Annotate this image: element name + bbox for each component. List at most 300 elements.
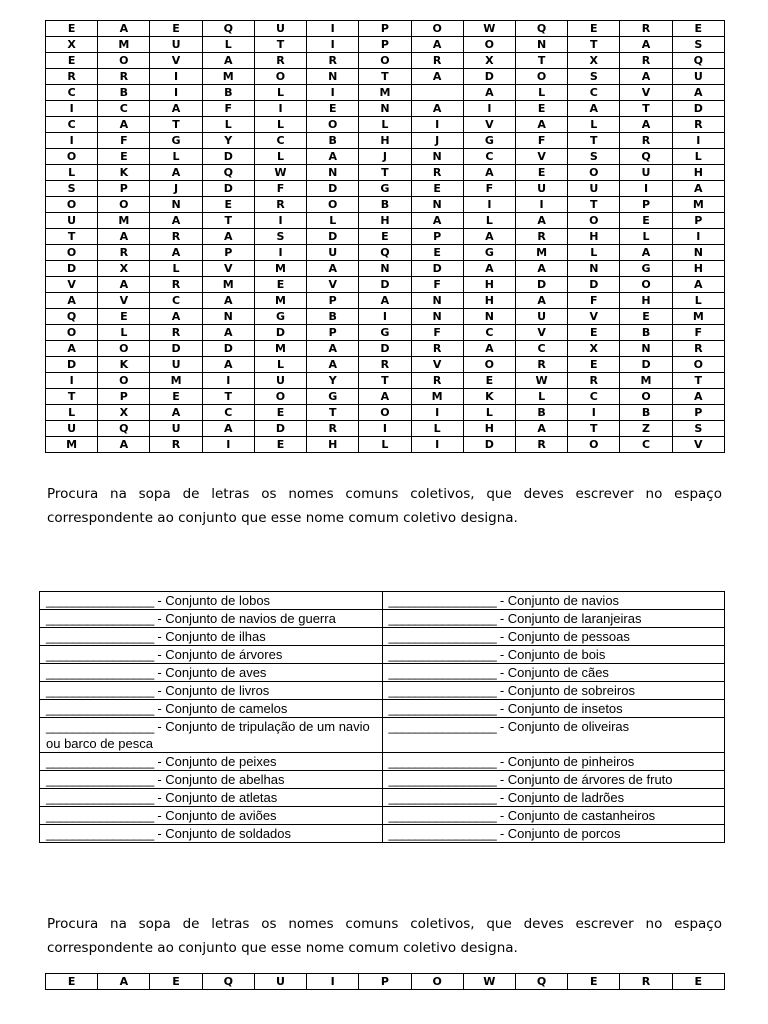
grid-cell: G bbox=[307, 389, 359, 405]
grid-cell: D bbox=[568, 277, 620, 293]
word-search-grid bbox=[45, 20, 725, 453]
grid-cell: D bbox=[463, 437, 515, 453]
grid-cell: T bbox=[359, 165, 411, 181]
answer-blank[interactable]: ________________ bbox=[46, 647, 154, 662]
grid-cell: W bbox=[254, 165, 306, 181]
answer-label: - Conjunto de ladrões bbox=[499, 790, 625, 805]
grid-cell: O bbox=[98, 373, 150, 389]
grid-cell: I bbox=[254, 101, 306, 117]
grid-cell: J bbox=[411, 133, 463, 149]
grid-cell: S bbox=[254, 229, 306, 245]
grid-cell: I bbox=[46, 101, 98, 117]
answer-label: - Conjunto de árvores bbox=[157, 647, 283, 662]
answer-label: - Conjunto de cães bbox=[499, 665, 609, 680]
grid-cell: A bbox=[463, 341, 515, 357]
grid-cell: I bbox=[150, 85, 202, 101]
grid-cell: B bbox=[359, 197, 411, 213]
answer-cell bbox=[40, 718, 383, 753]
grid-cell: P bbox=[672, 213, 724, 229]
grid-cell: X bbox=[568, 53, 620, 69]
grid-cell: C bbox=[463, 325, 515, 341]
grid-cell: E bbox=[463, 373, 515, 389]
grid-cell: C bbox=[46, 85, 98, 101]
grid-cell: K bbox=[98, 357, 150, 373]
grid-cell: E bbox=[46, 21, 98, 37]
grid-cell: P bbox=[98, 389, 150, 405]
grid-cell: V bbox=[98, 293, 150, 309]
grid-cell: Q bbox=[202, 165, 254, 181]
grid-cell: P bbox=[620, 197, 672, 213]
grid-cell: Q bbox=[359, 245, 411, 261]
grid-cell: S bbox=[568, 149, 620, 165]
answer-blank[interactable]: ________________ bbox=[46, 701, 154, 716]
grid-cell: A bbox=[672, 85, 724, 101]
answer-blank[interactable]: ________________ bbox=[388, 701, 497, 716]
answer-blank[interactable]: ________________ bbox=[46, 629, 154, 644]
grid-cell: C bbox=[150, 293, 202, 309]
grid-row bbox=[46, 405, 725, 421]
grid-cell: T bbox=[359, 373, 411, 389]
grid-cell: O bbox=[411, 974, 463, 990]
answer-cell bbox=[382, 825, 725, 843]
grid-cell: I bbox=[202, 373, 254, 389]
grid-cell: E bbox=[150, 21, 202, 37]
grid-cell: M bbox=[202, 69, 254, 85]
grid-cell: L bbox=[202, 117, 254, 133]
grid-cell: A bbox=[411, 37, 463, 53]
grid-cell: V bbox=[307, 277, 359, 293]
answer-label: - Conjunto de castanheiros bbox=[499, 808, 656, 823]
grid-cell: O bbox=[620, 389, 672, 405]
answer-label: - Conjunto de insetos bbox=[499, 701, 623, 716]
grid-cell: E bbox=[515, 165, 567, 181]
grid-cell: O bbox=[46, 245, 98, 261]
grid-cell: S bbox=[672, 421, 724, 437]
answer-blank[interactable]: ________________ bbox=[388, 826, 497, 841]
grid-cell: F bbox=[254, 181, 306, 197]
grid-cell: U bbox=[46, 213, 98, 229]
grid-cell: A bbox=[307, 357, 359, 373]
grid-cell: F bbox=[98, 133, 150, 149]
grid-cell: I bbox=[307, 974, 359, 990]
grid-cell: L bbox=[672, 149, 724, 165]
grid-cell: O bbox=[359, 405, 411, 421]
grid-cell: I bbox=[254, 213, 306, 229]
answer-row bbox=[40, 610, 725, 628]
grid-row bbox=[46, 389, 725, 405]
grid-cell: D bbox=[202, 181, 254, 197]
grid-cell: X bbox=[98, 261, 150, 277]
answer-blank[interactable]: ________________ bbox=[46, 826, 154, 841]
grid-cell: I bbox=[307, 21, 359, 37]
grid-cell: B bbox=[98, 85, 150, 101]
grid-cell: L bbox=[568, 245, 620, 261]
grid-cell: E bbox=[254, 437, 306, 453]
grid-cell: N bbox=[463, 309, 515, 325]
grid-cell: I bbox=[150, 69, 202, 85]
grid-cell: M bbox=[515, 245, 567, 261]
grid-cell: I bbox=[411, 117, 463, 133]
grid-cell: Q bbox=[98, 421, 150, 437]
grid-cell: T bbox=[307, 405, 359, 421]
answer-cell bbox=[40, 753, 383, 771]
grid-cell: E bbox=[254, 405, 306, 421]
grid-cell: C bbox=[515, 341, 567, 357]
grid-cell: D bbox=[672, 101, 724, 117]
answer-blank[interactable]: ________________ bbox=[388, 808, 497, 823]
grid-cell: H bbox=[672, 261, 724, 277]
grid-cell: X bbox=[46, 37, 98, 53]
grid-cell: N bbox=[411, 149, 463, 165]
grid-cell: R bbox=[515, 229, 567, 245]
grid-cell: N bbox=[359, 101, 411, 117]
grid-cell: R bbox=[620, 974, 672, 990]
grid-row bbox=[46, 293, 725, 309]
grid-cell: O bbox=[568, 437, 620, 453]
answer-blank[interactable]: ________________ bbox=[46, 808, 154, 823]
grid-cell: B bbox=[202, 85, 254, 101]
grid-cell: O bbox=[672, 357, 724, 373]
grid-cell: L bbox=[150, 261, 202, 277]
grid-cell: A bbox=[98, 437, 150, 453]
answer-blank[interactable]: ________________ bbox=[46, 719, 154, 734]
grid-cell: U bbox=[254, 21, 306, 37]
grid-cell: E bbox=[254, 277, 306, 293]
grid-cell: M bbox=[150, 373, 202, 389]
grid-cell: O bbox=[46, 325, 98, 341]
grid-cell: D bbox=[307, 181, 359, 197]
grid-row bbox=[46, 373, 725, 389]
grid-cell: C bbox=[463, 149, 515, 165]
grid-cell: E bbox=[568, 21, 620, 37]
grid-cell: A bbox=[463, 165, 515, 181]
grid-cell: A bbox=[359, 293, 411, 309]
grid-cell: A bbox=[150, 165, 202, 181]
grid-cell: N bbox=[411, 293, 463, 309]
grid-cell: F bbox=[411, 277, 463, 293]
grid-row bbox=[46, 245, 725, 261]
grid-cell: L bbox=[463, 213, 515, 229]
grid-cell: P bbox=[672, 405, 724, 421]
grid-cell: E bbox=[411, 245, 463, 261]
grid-cell: C bbox=[46, 117, 98, 133]
grid-cell: L bbox=[463, 405, 515, 421]
answer-row bbox=[40, 825, 725, 843]
grid-cell: D bbox=[359, 277, 411, 293]
grid-cell: I bbox=[672, 133, 724, 149]
grid-cell: A bbox=[620, 37, 672, 53]
grid-cell: A bbox=[672, 389, 724, 405]
grid-row bbox=[46, 101, 725, 117]
answer-blank[interactable]: ________________ bbox=[46, 772, 154, 787]
grid-cell: M bbox=[98, 213, 150, 229]
grid-cell: L bbox=[359, 117, 411, 133]
grid-cell: A bbox=[150, 213, 202, 229]
answer-cell bbox=[40, 771, 383, 789]
grid-cell: E bbox=[98, 309, 150, 325]
grid-cell: M bbox=[359, 85, 411, 101]
grid-cell: A bbox=[202, 293, 254, 309]
grid-cell: G bbox=[359, 181, 411, 197]
grid-cell: I bbox=[463, 197, 515, 213]
grid-cell: O bbox=[46, 197, 98, 213]
grid-cell: R bbox=[568, 373, 620, 389]
answer-blank[interactable]: ________________ bbox=[388, 593, 497, 608]
grid-cell: A bbox=[98, 229, 150, 245]
answer-cell bbox=[382, 700, 725, 718]
answer-blank[interactable]: ________________ bbox=[46, 683, 154, 698]
grid-cell: R bbox=[411, 53, 463, 69]
grid-row bbox=[46, 149, 725, 165]
grid-cell: A bbox=[411, 213, 463, 229]
grid-cell: T bbox=[568, 37, 620, 53]
grid-cell: L bbox=[46, 165, 98, 181]
grid-cell: P bbox=[307, 325, 359, 341]
answer-label: - Conjunto de laranjeiras bbox=[499, 611, 642, 626]
grid-cell: A bbox=[620, 117, 672, 133]
grid-cell: V bbox=[411, 357, 463, 373]
grid-row bbox=[46, 421, 725, 437]
grid-cell: I bbox=[463, 101, 515, 117]
grid-cell: X bbox=[568, 341, 620, 357]
answer-blank[interactable]: ________________ bbox=[388, 790, 497, 805]
grid-cell: D bbox=[411, 261, 463, 277]
grid-cell: M bbox=[411, 389, 463, 405]
grid-cell: A bbox=[620, 69, 672, 85]
grid-cell: R bbox=[307, 421, 359, 437]
grid-row bbox=[46, 213, 725, 229]
grid-cell: R bbox=[672, 117, 724, 133]
grid-cell: N bbox=[411, 309, 463, 325]
grid-cell: Q bbox=[515, 21, 567, 37]
grid-cell: T bbox=[150, 117, 202, 133]
grid-cell: T bbox=[568, 197, 620, 213]
grid-cell: R bbox=[307, 53, 359, 69]
grid-cell: H bbox=[463, 277, 515, 293]
answer-label: - Conjunto de oliveiras bbox=[499, 719, 630, 734]
grid-cell: R bbox=[672, 341, 724, 357]
answer-label: - Conjunto de aves bbox=[157, 665, 267, 680]
answer-blank[interactable]: ________________ bbox=[388, 611, 497, 626]
answer-row bbox=[40, 771, 725, 789]
grid-cell: A bbox=[98, 21, 150, 37]
grid-cell: A bbox=[359, 389, 411, 405]
answer-label: - Conjunto de porcos bbox=[499, 826, 621, 841]
grid-cell: L bbox=[307, 213, 359, 229]
grid-row bbox=[46, 117, 725, 133]
grid-cell: B bbox=[307, 133, 359, 149]
answer-blank[interactable]: ________________ bbox=[46, 611, 154, 626]
grid-cell: G bbox=[463, 133, 515, 149]
grid-cell: H bbox=[568, 229, 620, 245]
grid-cell: O bbox=[359, 53, 411, 69]
grid-cell: N bbox=[202, 309, 254, 325]
grid-cell: T bbox=[202, 213, 254, 229]
grid-row bbox=[46, 165, 725, 181]
answer-blank[interactable]: ________________ bbox=[388, 647, 497, 662]
grid-cell: E bbox=[411, 181, 463, 197]
grid-cell: F bbox=[411, 325, 463, 341]
grid-cell: A bbox=[307, 149, 359, 165]
grid-cell: B bbox=[620, 325, 672, 341]
grid-cell: T bbox=[620, 101, 672, 117]
answer-row bbox=[40, 718, 725, 753]
grid-cell: L bbox=[568, 117, 620, 133]
answer-blank[interactable]: ________________ bbox=[46, 790, 154, 805]
answer-label: - Conjunto de aviões bbox=[157, 808, 277, 823]
grid-cell: A bbox=[411, 69, 463, 85]
grid-cell: R bbox=[620, 53, 672, 69]
grid-cell: T bbox=[359, 69, 411, 85]
answer-cell bbox=[382, 807, 725, 825]
grid-cell: U bbox=[254, 974, 306, 990]
grid-cell: A bbox=[515, 421, 567, 437]
answer-cell bbox=[40, 682, 383, 700]
answer-blank[interactable]: ________________ bbox=[388, 772, 497, 787]
grid-cell: H bbox=[359, 213, 411, 229]
answer-blank[interactable]: ________________ bbox=[388, 629, 497, 644]
grid-cell: C bbox=[98, 101, 150, 117]
grid-cell: T bbox=[672, 373, 724, 389]
grid-cell: A bbox=[620, 245, 672, 261]
grid-cell: L bbox=[515, 389, 567, 405]
answer-label: - Conjunto de soldados bbox=[157, 826, 292, 841]
answer-cell bbox=[382, 771, 725, 789]
answer-cell bbox=[382, 646, 725, 664]
grid-cell: E bbox=[568, 357, 620, 373]
grid-cell: Q bbox=[46, 309, 98, 325]
grid-cell: T bbox=[46, 229, 98, 245]
answer-label: - Conjunto de sobreiros bbox=[499, 683, 635, 698]
answer-row bbox=[40, 592, 725, 610]
grid-cell: U bbox=[568, 181, 620, 197]
grid-cell: I bbox=[515, 197, 567, 213]
grid-cell: V bbox=[463, 117, 515, 133]
grid-cell: Q bbox=[202, 21, 254, 37]
grid-cell: D bbox=[463, 69, 515, 85]
grid-cell: U bbox=[620, 165, 672, 181]
grid-row bbox=[46, 325, 725, 341]
grid-cell: E bbox=[202, 197, 254, 213]
grid-cell: A bbox=[463, 229, 515, 245]
grid-cell: E bbox=[150, 389, 202, 405]
grid-cell: A bbox=[150, 405, 202, 421]
grid-cell: F bbox=[202, 101, 254, 117]
grid-cell: O bbox=[307, 117, 359, 133]
grid-cell: H bbox=[620, 293, 672, 309]
grid-cell: O bbox=[568, 165, 620, 181]
grid-cell: I bbox=[620, 181, 672, 197]
grid-cell: E bbox=[568, 974, 620, 990]
answer-blank[interactable]: ________________ bbox=[388, 683, 497, 698]
grid-cell: A bbox=[515, 117, 567, 133]
grid-cell: D bbox=[202, 341, 254, 357]
grid-cell: L bbox=[515, 85, 567, 101]
grid-cell: D bbox=[307, 229, 359, 245]
answer-blank[interactable]: ________________ bbox=[46, 665, 154, 680]
grid-cell: M bbox=[620, 373, 672, 389]
grid-cell: R bbox=[150, 229, 202, 245]
grid-cell: E bbox=[46, 974, 98, 990]
grid-cell: A bbox=[202, 357, 254, 373]
answer-blank[interactable]: ________________ bbox=[388, 665, 497, 680]
grid-row bbox=[46, 437, 725, 453]
grid-cell: Y bbox=[307, 373, 359, 389]
answer-cell bbox=[40, 789, 383, 807]
grid-cell: D bbox=[359, 341, 411, 357]
answer-label: - Conjunto de lobos bbox=[157, 593, 271, 608]
answer-label: - Conjunto de livros bbox=[157, 683, 270, 698]
grid-cell: G bbox=[359, 325, 411, 341]
grid-cell: D bbox=[46, 261, 98, 277]
grid-cell: I bbox=[359, 421, 411, 437]
grid-cell: A bbox=[411, 101, 463, 117]
answer-blank[interactable]: ________________ bbox=[388, 754, 497, 769]
grid-cell: D bbox=[254, 421, 306, 437]
grid-cell: V bbox=[150, 53, 202, 69]
grid-cell: R bbox=[150, 325, 202, 341]
grid-cell: L bbox=[254, 85, 306, 101]
grid-cell: F bbox=[515, 133, 567, 149]
grid-cell: I bbox=[672, 229, 724, 245]
grid-cell: H bbox=[463, 293, 515, 309]
grid-cell: R bbox=[150, 437, 202, 453]
grid-cell: U bbox=[307, 245, 359, 261]
grid-cell: T bbox=[46, 389, 98, 405]
grid-cell: A bbox=[672, 277, 724, 293]
answer-row bbox=[40, 807, 725, 825]
grid-cell: M bbox=[98, 37, 150, 53]
grid-cell: O bbox=[46, 149, 98, 165]
answer-row bbox=[40, 646, 725, 664]
grid-cell: A bbox=[202, 229, 254, 245]
grid-cell: M bbox=[254, 293, 306, 309]
grid-cell: E bbox=[515, 101, 567, 117]
grid-cell: G bbox=[254, 309, 306, 325]
grid-cell: A bbox=[46, 341, 98, 357]
answer-cell bbox=[382, 682, 725, 700]
answer-label: - Conjunto de abelhas bbox=[157, 772, 285, 787]
answer-blank[interactable]: ________________ bbox=[46, 593, 154, 608]
grid-row bbox=[46, 85, 725, 101]
grid-cell: R bbox=[411, 165, 463, 181]
answer-blank[interactable]: ________________ bbox=[388, 719, 497, 734]
grid-cell: D bbox=[620, 357, 672, 373]
grid-cell: O bbox=[307, 197, 359, 213]
grid-cell: H bbox=[463, 421, 515, 437]
grid-cell: X bbox=[463, 53, 515, 69]
grid-cell: I bbox=[307, 85, 359, 101]
grid-cell: F bbox=[463, 181, 515, 197]
answer-blank[interactable]: ________________ bbox=[46, 754, 154, 769]
grid-cell: C bbox=[254, 133, 306, 149]
answer-cell bbox=[40, 628, 383, 646]
grid-cell: C bbox=[568, 389, 620, 405]
grid-row bbox=[46, 229, 725, 245]
grid-cell: A bbox=[150, 245, 202, 261]
grid-cell: R bbox=[46, 69, 98, 85]
answer-cell bbox=[40, 700, 383, 718]
grid-cell: D bbox=[202, 149, 254, 165]
grid-cell: I bbox=[202, 437, 254, 453]
grid-cell: A bbox=[202, 53, 254, 69]
grid-cell: L bbox=[254, 117, 306, 133]
grid-cell: L bbox=[359, 437, 411, 453]
grid-cell: U bbox=[150, 421, 202, 437]
grid-row bbox=[46, 181, 725, 197]
grid-cell: Q bbox=[672, 53, 724, 69]
grid-cell: G bbox=[463, 245, 515, 261]
